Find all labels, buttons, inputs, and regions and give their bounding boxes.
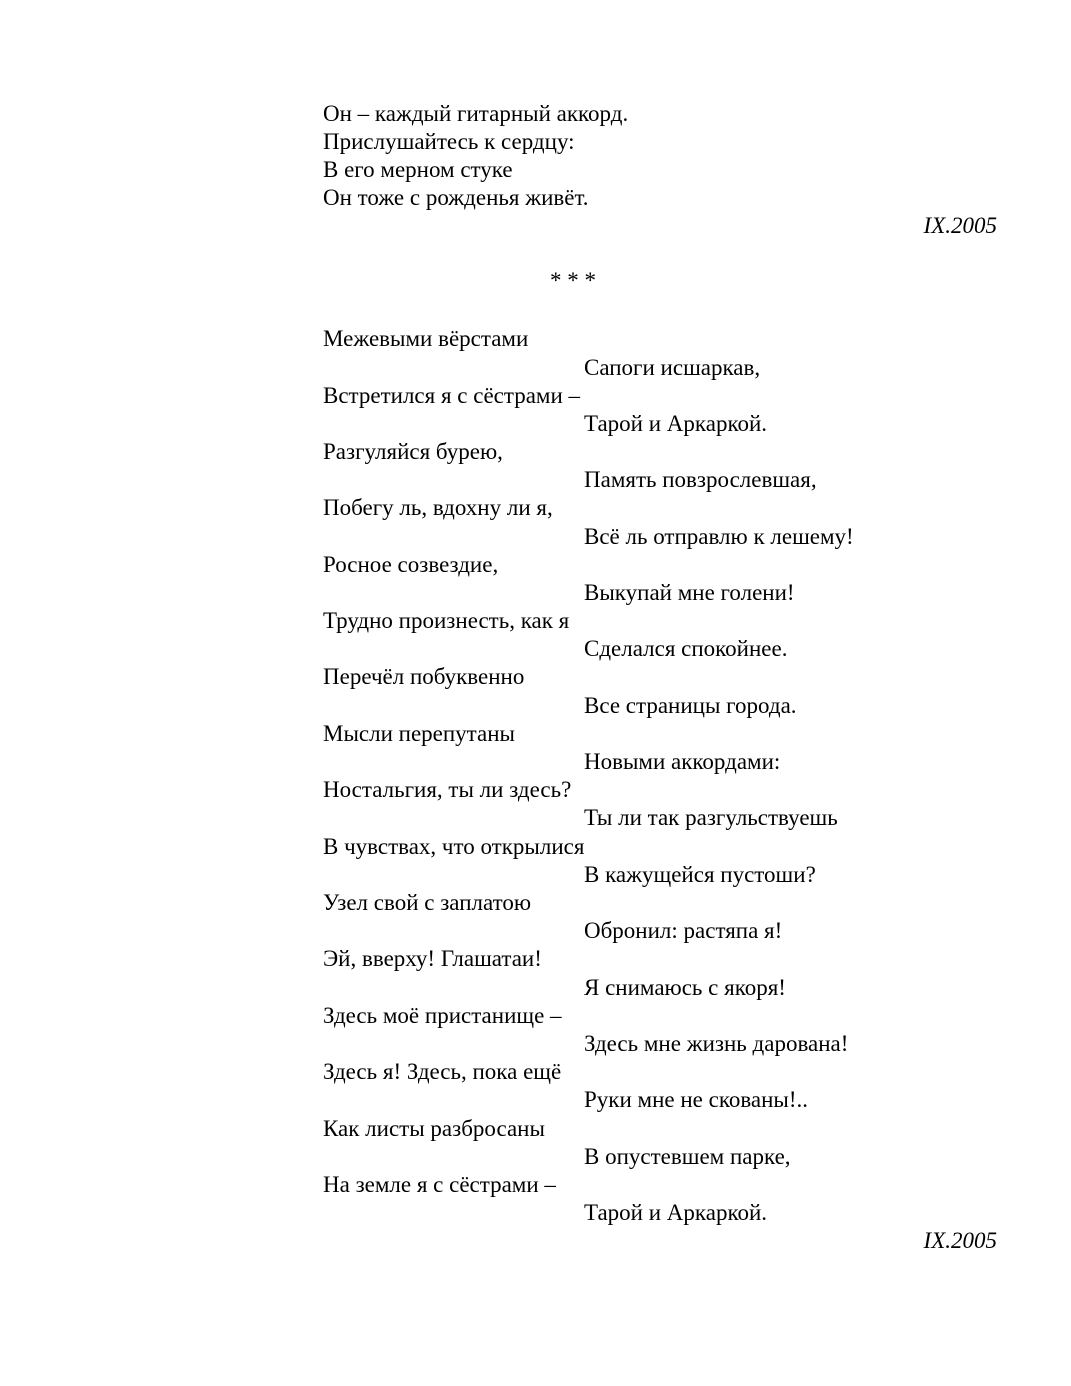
poem-line-left: Здесь моё пристанище – [323,1003,562,1028]
poem-line-right: Память повзрослевшая, [584,467,817,492]
poem-line-right: В кажущейся пустоши? [584,862,816,887]
poem-line-left: Побегу ль, вдохну ли я, [323,495,553,520]
poem-line-left: Перечёл побуквенно [323,664,525,689]
poem-line-right: В опустевшем парке, [584,1144,791,1169]
poem-line-right: Тарой и Аркаркой. [584,411,768,436]
poem-line-right: Все страницы города. [584,693,797,718]
section-separator: * * * [550,268,596,293]
poem-line-left: Росное созвездие, [323,552,499,577]
poem-line-left: Межевыми вёрстами [323,326,529,351]
poem-line-left: Здесь я! Здесь, пока ещё [323,1059,562,1084]
poem-line-right: Новыми аккордами: [584,749,781,774]
poem-line-right: Всё ль отправлю к лешему! [584,524,854,549]
poem-line: В его мерном стуке [323,157,513,182]
poem-line-right: Тарой и Аркаркой. [584,1200,768,1225]
poem-line-left: Мысли перепутаны [323,721,515,746]
poem-line-left: Встретился я с сёстрами – [323,383,581,408]
poem-line-right: Сделался спокойнее. [584,636,788,661]
poem-line-right: Выкупай мне голени! [584,580,795,605]
poem-line: Он тоже с рожденья живёт. [323,185,589,210]
poem-line-right: Руки мне не скованы!.. [584,1087,809,1112]
poem-line: Он – каждый гитарный аккорд. [323,101,629,126]
poem-date: IX.2005 [923,1228,997,1253]
poem-line: Прислушайтесь к сердцу: [323,129,575,154]
poem-line-right: Я снимаюсь с якоря! [584,975,786,1000]
poem-line-left: На земле я с сёстрами – [323,1172,556,1197]
poem-line-right: Сапоги исшаркав, [584,355,761,380]
poem-line-right: Здесь мне жизнь дарована! [584,1031,849,1056]
poem-line-left: Разгуляйся бурею, [323,439,503,464]
poem-line-right: Ты ли так разгульствуешь [584,805,838,830]
poem-line-left: Узел свой с заплатою [323,890,532,915]
poem-line-left: В чувствах, что открылися [323,834,585,859]
poem-line-left: Как листы разбросаны [323,1116,545,1141]
poem-line-left: Эй, вверху! Глашатаи! [323,946,542,971]
poem-line-right: Обронил: растяпа я! [584,918,783,943]
poem-date: IX.2005 [923,213,997,238]
poem-line-left: Ностальгия, ты ли здесь? [323,777,572,802]
poem-line-left: Трудно произнесть, как я [323,608,570,633]
